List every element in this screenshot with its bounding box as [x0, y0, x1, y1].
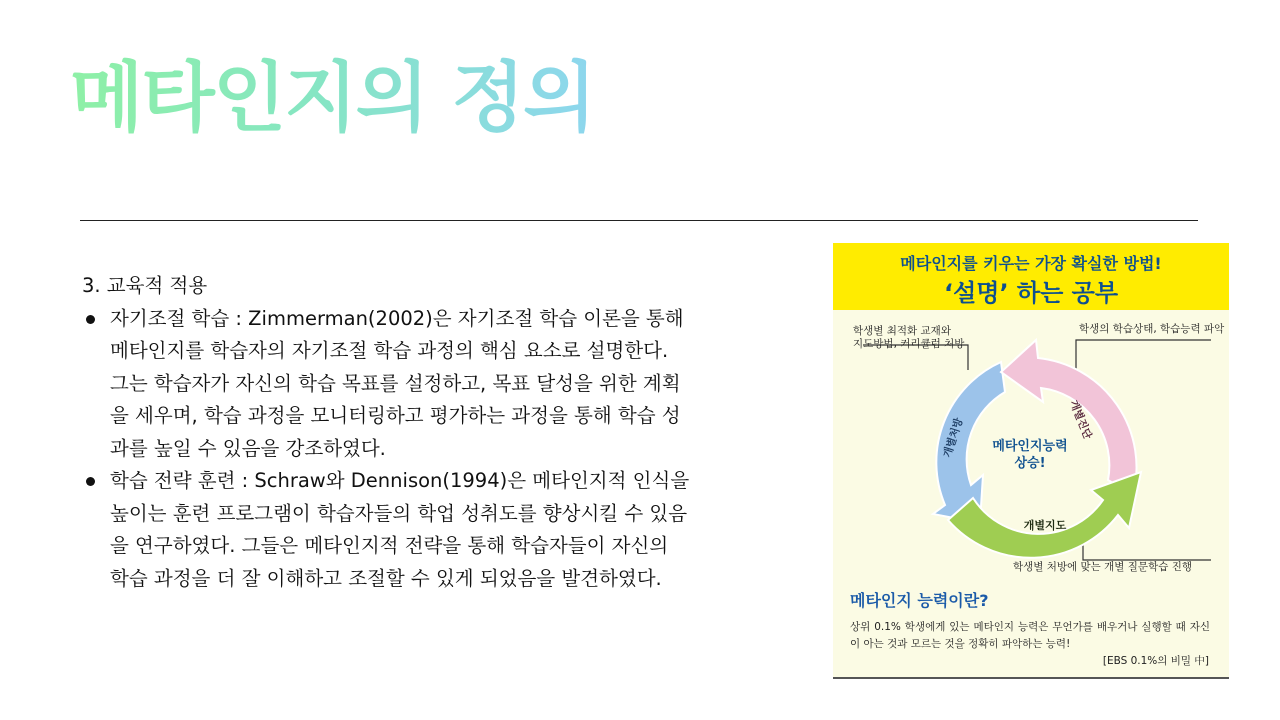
callout-right: 학생의 학습상태, 학습능력 파악: [1079, 323, 1225, 335]
center-label-line1: 메타인지능력: [992, 439, 1068, 454]
arrow-individual-diagnosis: [1001, 340, 1137, 495]
arrow-label-bottom: 개별지도: [1023, 519, 1067, 532]
bullet-line: 학습 전략 훈련 : Schraw와 Dennison(1994)은 메타인지적 인식을: [110, 469, 690, 492]
section-heading: 3. 교육적 적용: [82, 274, 208, 297]
slide-title: 메타인지의 정의: [70, 53, 595, 142]
body-text: [82, 270, 772, 595]
bullet-list: [82, 303, 772, 596]
infographic-source: [EBS 0.1%의 비밀 中]: [1102, 655, 1209, 667]
infographic-header-title: ‘설명’ 하는 공부: [943, 279, 1119, 307]
callout-left-line2: 지도방법, 커리큘럼 처방: [853, 338, 965, 350]
bullet-line: 학습 과정을 더 잘 이해하고 조절할 수 있게 되었음을 발견하였다.: [110, 566, 662, 590]
bullet-line: 메타인지를 학습자의 자기조절 학습 과정의 핵심 요소로 설명한다.: [110, 339, 669, 362]
infographic-question: 메타인지 능력이란?: [850, 591, 989, 610]
callout-line-bottom: [1083, 535, 1211, 560]
metacognition-infographic: [833, 243, 1229, 679]
arrow-label-left: 개별처방: [941, 416, 966, 459]
callout-left-line1: 학생별 최적화 교재와: [853, 325, 951, 337]
bullet-strategy-training: [82, 465, 772, 595]
center-label-line2: 상승!: [1014, 456, 1046, 471]
infographic-header-subtitle: 메타인지를 키우는 가장 확실한 방법!: [900, 254, 1162, 273]
callout-left: [853, 325, 964, 351]
infographic-description: 상위 0.1% 학생에게 있는 메타인지 능력은 무언가를 배우거나 실행할 때 자신이 아는 것과 모르는 것을 정확히 파악하는 능력!: [850, 621, 1210, 650]
bullet-line: 과를 높일 수 있음을 강조하였다.: [110, 436, 386, 460]
bullet-line: 그는 학습자가 자신의 학습 목표를 설정하고, 목표 달성을 위한 계획: [110, 371, 681, 395]
bullet-line: 을 세우며, 학습 과정을 모니터링하고 평가하는 과정을 통해 학습 성: [110, 404, 681, 427]
infographic-header: [833, 243, 1229, 310]
bullet-line: 자기조절 학습 : Zimmerman(2002)은 자기조절 학습 이론을 통해: [110, 306, 684, 330]
bullet-self-regulated-learning: [82, 303, 772, 466]
callout-line-right: [1076, 340, 1211, 385]
bullet-line: 을 연구하였다. 그들은 메타인지적 전략을 통해 학습자들이 자신의: [110, 534, 669, 557]
title-divider: [80, 220, 1198, 221]
callout-bottom: 학생별 처방에 맞는 개별 질문학습 진행: [1013, 561, 1192, 573]
arrow-label-right: 개별진단: [1067, 398, 1094, 441]
bullet-line: 높이는 훈련 프로그램이 학습자들의 학업 성취도를 향상시킬 수 있음: [110, 501, 688, 525]
